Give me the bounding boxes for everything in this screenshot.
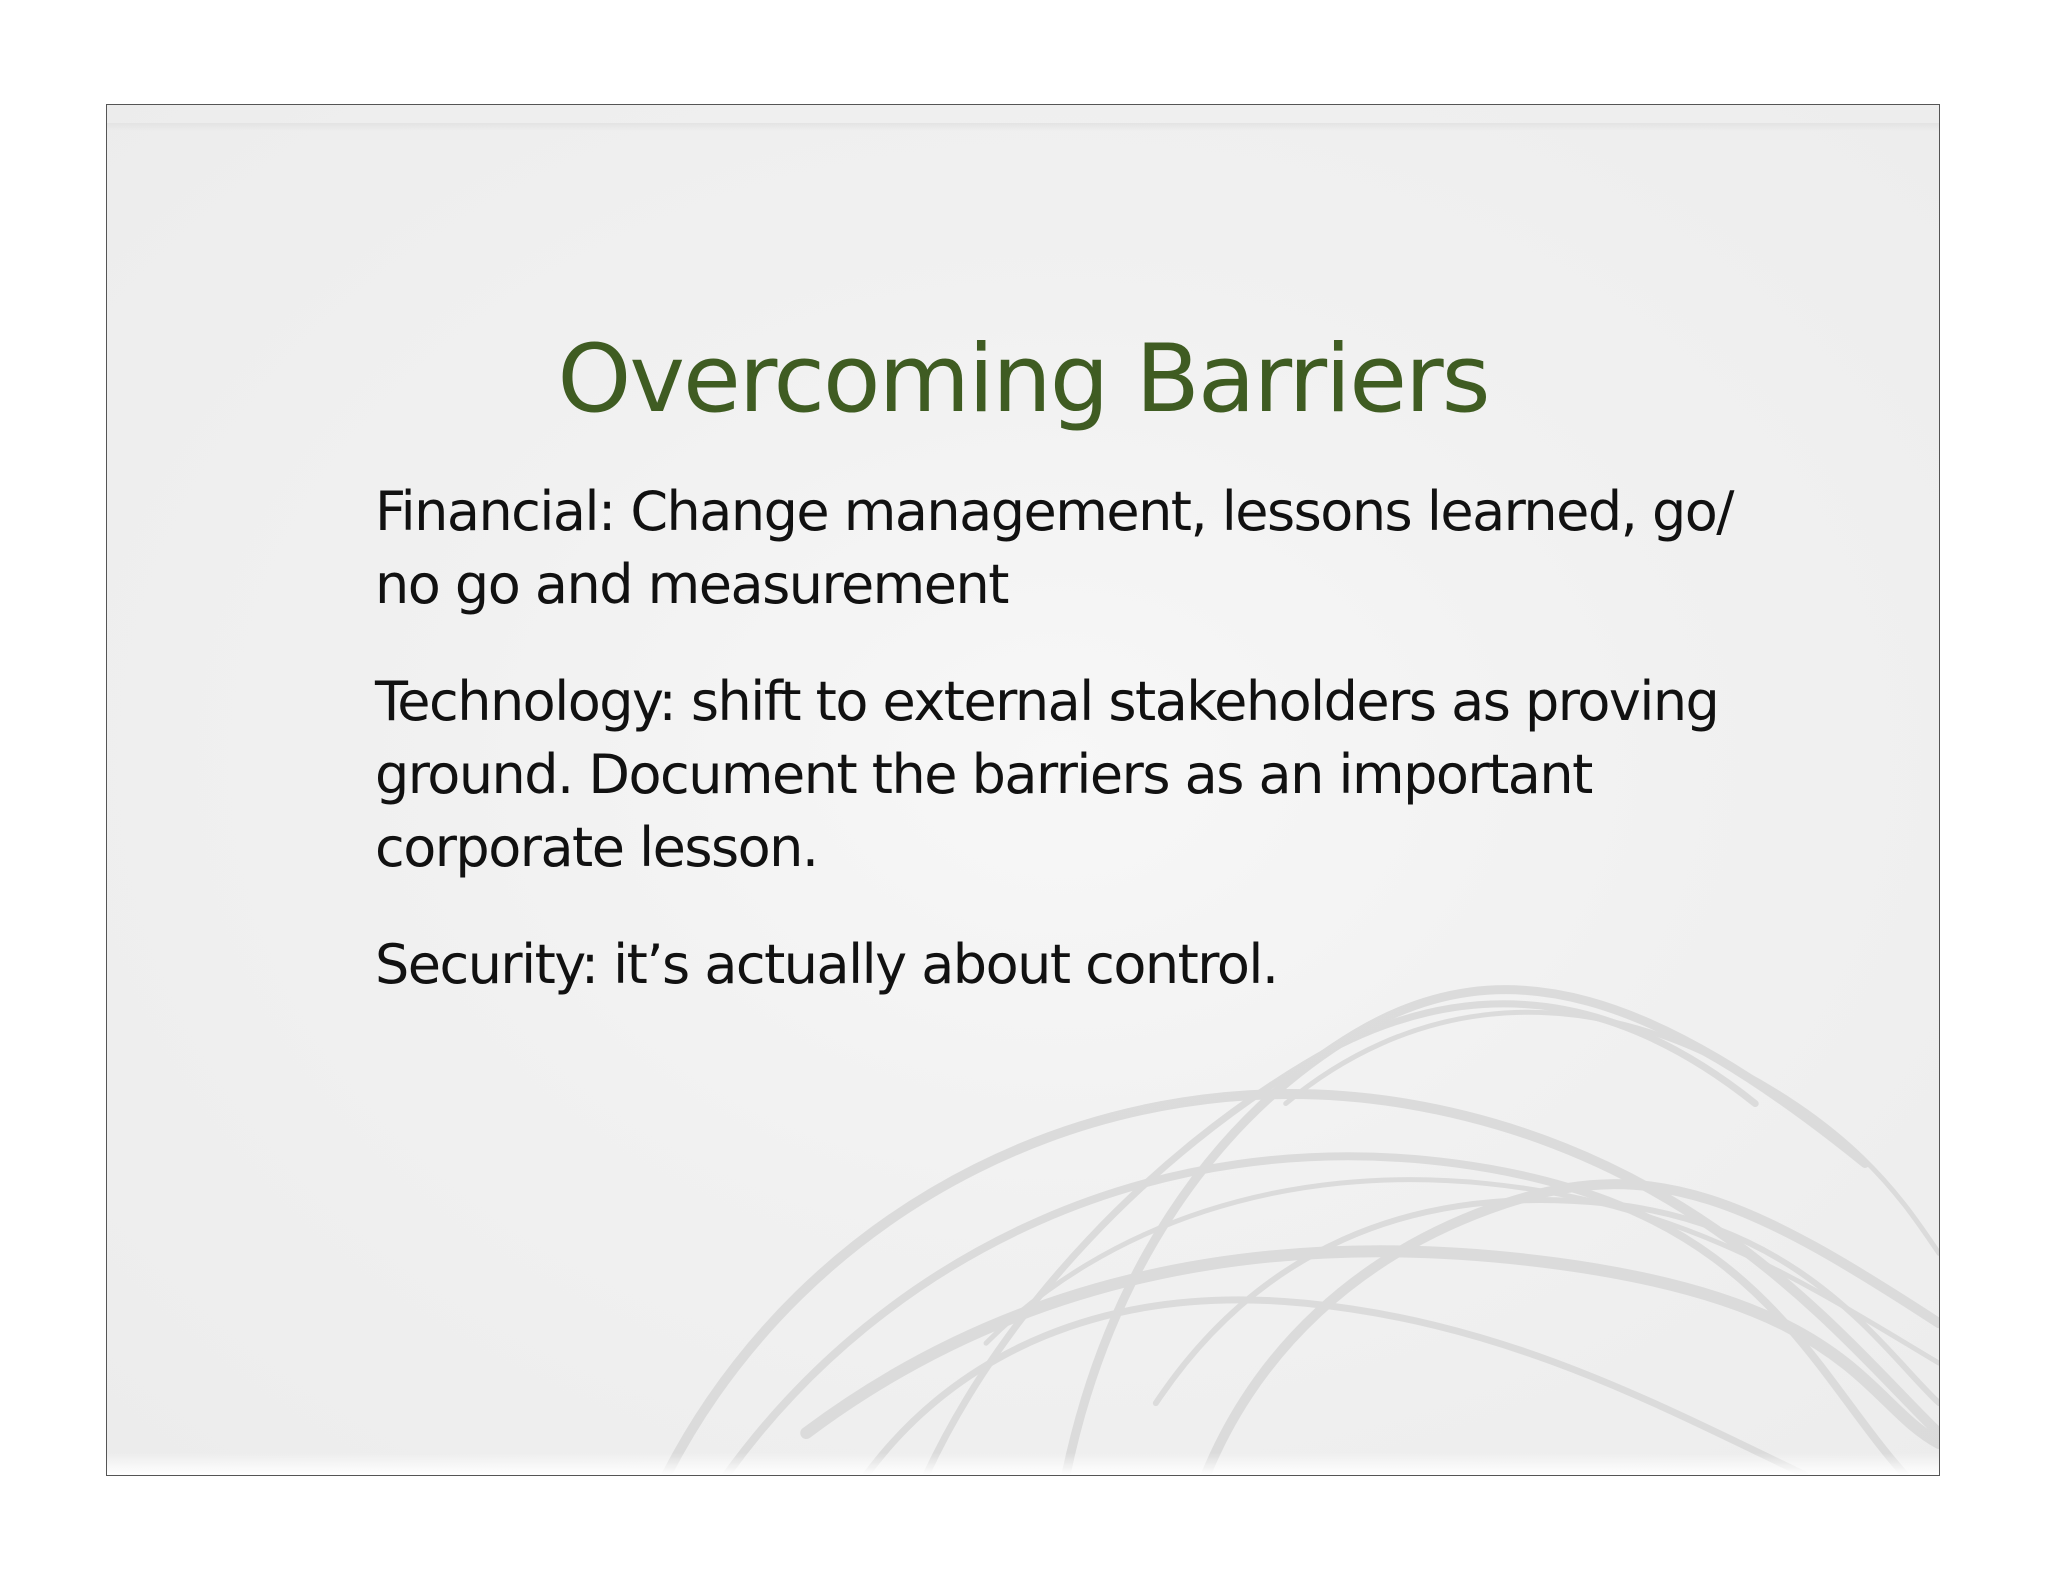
bullet-financial: Financial: Change management, lessons learned, go/ no go and measurement: [375, 480, 1733, 616]
slide: [106, 104, 1940, 1476]
slide-title: Overcoming Barriers: [557, 325, 1489, 434]
bullet-list: [375, 475, 1795, 1045]
slide-bottom-shading: [107, 1453, 1939, 1475]
bullet-technology: Technology: shift to external stakeholders as proving ground. Document the barriers as an important corporate lesson.: [375, 670, 1719, 879]
bullet-security: Security: it’s actually about control.: [375, 933, 1278, 996]
